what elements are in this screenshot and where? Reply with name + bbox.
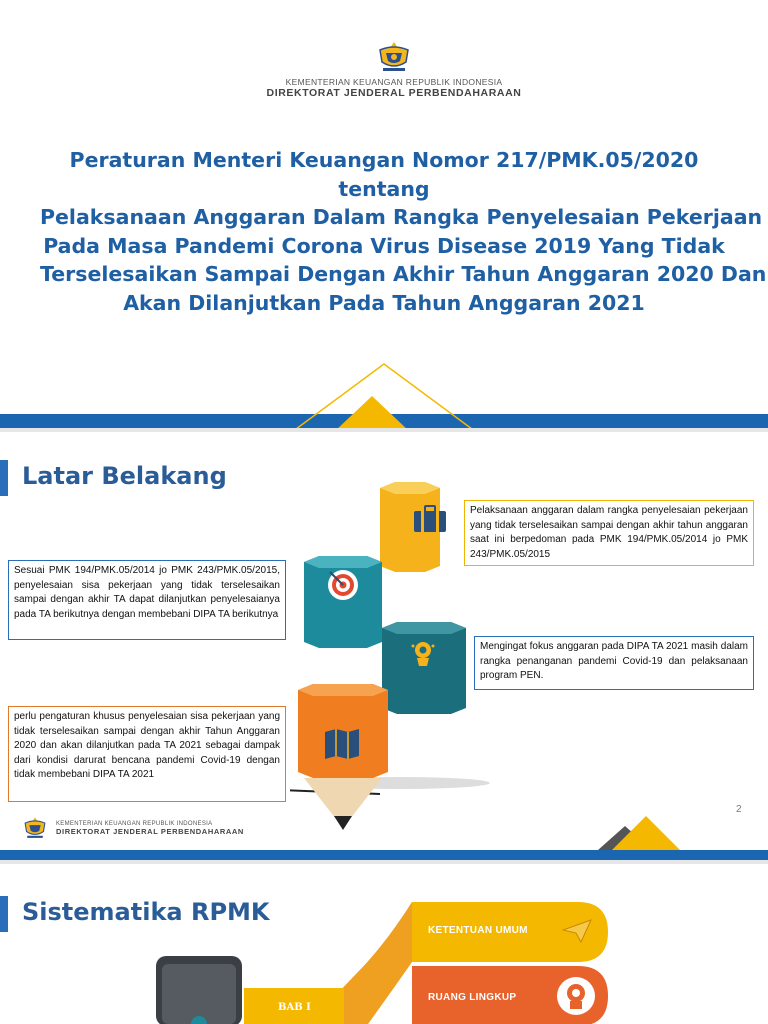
- title-line: Pada Masa Pandemi Corona Virus Disease 2019 Yang Tidak: [43, 233, 725, 258]
- target-icon: [326, 568, 360, 602]
- title-line: Terselesaikan Sampai Dengan Akhir Tahun Anggaran 2020 Dan: [40, 262, 767, 286]
- content-footer-band: [0, 808, 768, 864]
- title-line: Akan Dilanjutkan Pada Tahun Anggaran 2021: [123, 290, 645, 315]
- paper-plane-icon: [562, 919, 592, 943]
- header-logo-block: [264, 40, 524, 99]
- ministry-emblem-icon: [374, 40, 414, 74]
- structure-item-general-provisions: KETENTUAN UMUM: [428, 925, 528, 936]
- head-gear-icon: [556, 976, 596, 1016]
- title-slide: [0, 0, 768, 432]
- ministry-name: KEMENTERIAN KEUANGAN REPUBLIK INDONESIA: [56, 820, 213, 827]
- context-box-special-regulation: perlu pengaturan khusus penyelesaian sisa pekerjaan yang tidak terselesaikan sampai dengan akhir Tahun Anggaran 2020 dan akan dilanjutkan pada TA 2021 sebagai dampak dari kondisi darurat bencana pandemi Covid-19 dengan tidak membebani DIPA TA 2021: [8, 706, 286, 802]
- title-line: Peraturan Menteri Keuangan Nomor 217/PMK.05/2020: [69, 148, 699, 172]
- ministry-name: KEMENTERIAN KEUANGAN REPUBLIK INDONESIA: [285, 77, 503, 87]
- background-slide: [0, 432, 768, 864]
- slide-heading: Latar Belakang: [22, 462, 227, 490]
- brain-gear-icon: [408, 638, 438, 668]
- slide-title: [40, 146, 767, 317]
- heading-accent-bar: [0, 460, 8, 496]
- pencil-infographic: [290, 478, 490, 838]
- structure-slide: [0, 864, 768, 1024]
- structure-item-scope: RUANG LINGKUP: [428, 992, 517, 1003]
- directorate-name: DIREKTORAT JENDERAL PERBENDAHARAAN: [266, 86, 522, 99]
- context-box-previous-rule: Sesuai PMK 194/PMK.05/2014 jo PMK 243/PMK.05/2015, penyelesaian sisa pekerjaan yang tidak terselesaikan sampai dengan akhir TA dapat dilanjutkan penyelesaianya pada TA berikutnya dengan membebani DIPA TA berikutnya: [8, 560, 286, 640]
- slide-heading: Sistematika RPMK: [22, 898, 270, 926]
- briefcase-icon: [413, 505, 447, 533]
- context-box-current-rule: Pelaksanaan anggaran dalam rangka penyelesaian pekerjaan yang tidak terselesaikan sampai dengan akhir tahun anggaran saat ini berpedoman pada PMK 194/PMK.05/2014 jo PMK 243/PMK.05/2015: [464, 500, 754, 566]
- directorate-name: DIREKTORAT JENDERAL PERBENDAHARAAN: [56, 826, 244, 836]
- title-line: Pelaksanaan Anggaran Dalam Rangka Penyelesaian Pekerjaan: [40, 205, 763, 229]
- chapter-label: BAB I: [278, 1002, 311, 1013]
- title-footer-band: [0, 352, 768, 432]
- map-icon: [324, 728, 360, 760]
- title-line: tentang: [338, 176, 430, 201]
- heading-accent-bar: [0, 896, 8, 932]
- context-box-budget-focus: Mengingat fokus anggaran pada DIPA TA 2021 masih dalam rangka penanganan pandemi Covid-19 dan pelaksanaan program PEN.: [474, 636, 754, 690]
- page-number: 2: [736, 804, 742, 815]
